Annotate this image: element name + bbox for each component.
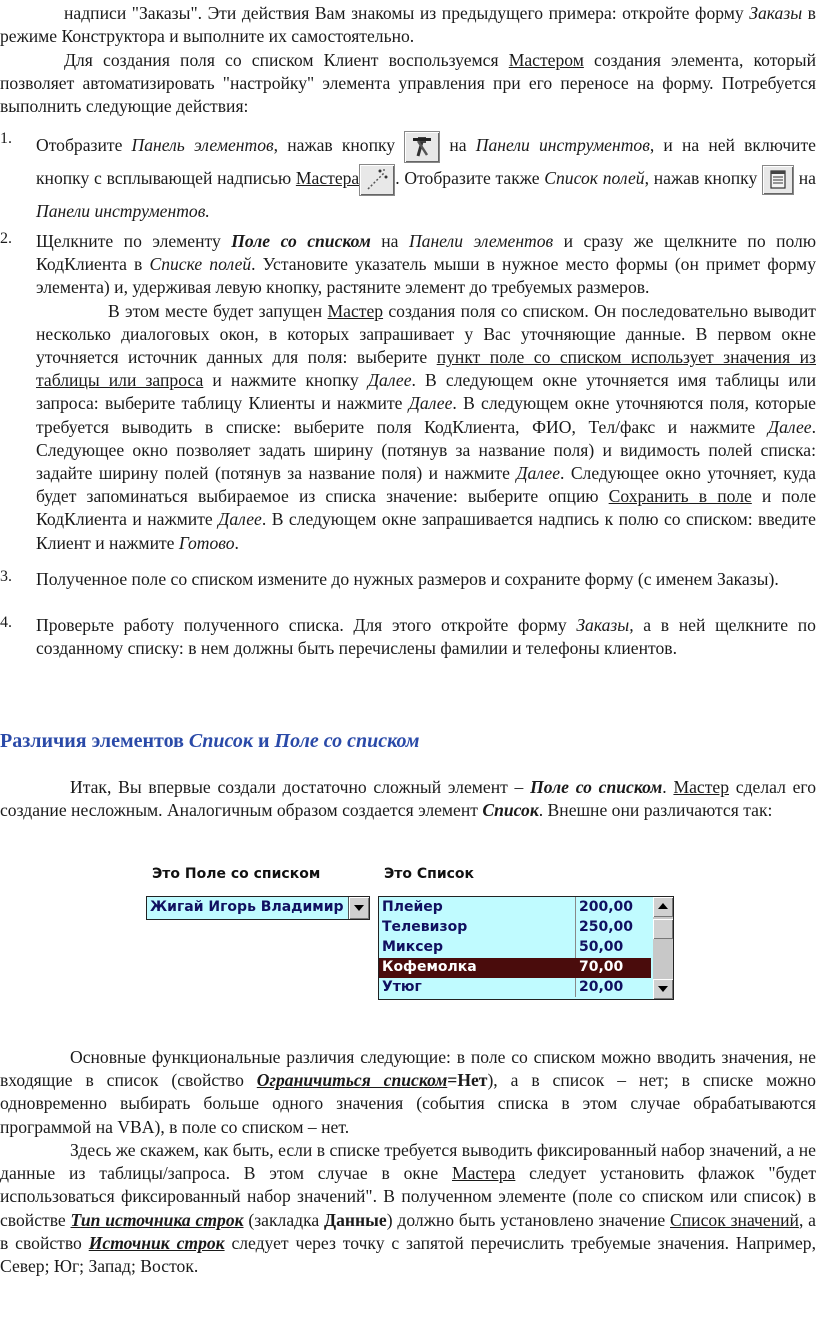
italic-text: Заказы <box>749 3 803 23</box>
list-row[interactable] <box>379 938 651 958</box>
row-price: 70,00 <box>579 959 624 975</box>
underlined-text: Мастера <box>295 167 360 188</box>
text: . <box>662 777 674 797</box>
bold-italic-text: Поле со списком <box>231 231 371 251</box>
bold-italic-text: Список <box>482 800 539 821</box>
text: . В следующем окне запрашивается надпись к полю со списком: введите Клиент и нажмите <box>36 509 816 553</box>
italic-text: Заказы, <box>576 615 634 635</box>
underlined-text: пункт поле со списком использует значения из таблицы или запроса <box>36 347 816 391</box>
list-item-4 <box>0 614 816 660</box>
text: и поле КодКлиента и нажмите <box>36 486 816 530</box>
text: и сразу же щелкните по полю КодКлиента в <box>36 231 816 275</box>
text: . Следующее окно уточняет, куда будет запоминаться выбираемое из списка значение: выберите опцию <box>36 463 816 507</box>
row-name: Телевизор <box>382 919 468 935</box>
field-list-icon[interactable] <box>762 165 794 195</box>
italic-text: Готово <box>178 532 235 553</box>
text: Проверьте работу полученного списка. Для этого откройте форму <box>36 615 577 635</box>
italic-text: Списке полей <box>149 254 252 275</box>
property-name: Источник строк <box>88 1232 225 1253</box>
underlined-text: Сохранить в поле <box>608 486 752 507</box>
underlined-text: Список значений <box>670 1209 799 1230</box>
text: следует установить флажок "будет использоваться фиксированный набор значений". В полученном элементе (поле со списком или список) в свойстве <box>0 1163 816 1230</box>
text: В этом месте будет запущен <box>108 300 328 321</box>
wizard-icon[interactable] <box>359 164 395 196</box>
text: . Следующее окно позволяет задать ширину (потянув за название поля) и видимость полей списка: задайте ширину полей (потянув за название поля) и нажмите <box>36 416 816 484</box>
list-item-3 <box>0 568 816 591</box>
bold-italic-text: Поле со списком <box>530 777 663 797</box>
list-box[interactable] <box>378 896 674 1000</box>
row-price: 50,00 <box>579 939 624 955</box>
text: ) должно быть установлено значение <box>386 1209 671 1230</box>
list-item-1 <box>0 130 816 226</box>
item-number: 2. <box>0 230 12 247</box>
list-caption: Это Список <box>384 866 475 882</box>
text: . Отобразите также <box>395 167 545 188</box>
underlined-text: Мастера <box>451 1163 516 1184</box>
text: , и на ней включите кнопку с всплывающей надписью <box>36 135 816 188</box>
text: , нажав кнопку <box>644 167 763 188</box>
list-row[interactable] <box>379 918 651 938</box>
list-item-2 <box>0 230 816 555</box>
heading-italic: Поле со списком <box>274 730 420 752</box>
row-price: 200,00 <box>579 899 634 915</box>
combo-box[interactable] <box>146 896 370 920</box>
text: в режиме Конструктора и выполните их самостоятельно. <box>0 3 816 47</box>
text: на <box>370 231 409 251</box>
property-name: Тип источника строк <box>70 1209 244 1230</box>
text: Щелкните по элементу <box>36 231 232 251</box>
italic-text: Список полей <box>544 167 645 188</box>
heading-text: и <box>253 730 275 752</box>
section-heading <box>0 728 419 754</box>
italic-text: Далее <box>218 509 262 530</box>
scroll-up-icon[interactable] <box>653 897 673 917</box>
italic-text: Далее <box>367 370 412 391</box>
bold-text: Данные <box>324 1209 387 1230</box>
heading-text: Различия элементов <box>0 730 189 752</box>
item-number: 1. <box>0 130 12 147</box>
text: на <box>440 135 476 155</box>
text: Здесь же скажем, как быть, если в списке требуется выводить фиксированный набор значений, а не данные из таблицы/запроса. В этом случае в окне <box>0 1140 816 1184</box>
text: ), а в список – нет; в списке можно одновременно выбирать больше одного значения (события списка в этом случае обрабатываются программой на VBA), в поле со списком – нет. <box>0 1070 816 1137</box>
text: Основные функциональные различия следующие: в поле со списком можно вводить значения, не входящие в список (свойство <box>0 1047 816 1091</box>
paragraph-comparison <box>0 776 816 822</box>
underlined-text: Мастер <box>673 777 729 797</box>
text: . В следующем окне уточняются поля, которые требуется выводить в списке: выберите поля КодКлиента, ФИО, Тел/факс и нажмите <box>36 393 816 437</box>
text: (закладка <box>243 1209 324 1230</box>
heading-italic: Список <box>188 730 253 752</box>
text: Итак, Вы впервые создали достаточно сложный элемент – <box>70 777 531 797</box>
italic-text: Панель элементов <box>131 135 274 155</box>
bold-text: Нет <box>457 1070 488 1091</box>
item-number: 3. <box>0 568 12 585</box>
text: надписи "Заказы". Эти действия Вам знакомы из предыдущего примера: откройте форму <box>64 3 750 23</box>
text: Отобразите <box>36 135 132 155</box>
row-name: Утюг <box>382 979 422 995</box>
text: . Установите указатель мыши в нужное место формы (он примет форму элемента) и, удерживая левую кнопку, растяните элемент до требуемых размеров. <box>36 254 816 298</box>
list-row[interactable] <box>379 898 651 918</box>
paragraph-differences <box>0 1046 816 1139</box>
item-number: 4. <box>0 614 12 631</box>
text: , а в свойство <box>0 1209 816 1253</box>
text: на <box>794 167 816 188</box>
dropdown-arrow-icon[interactable] <box>348 897 369 919</box>
text: . <box>234 532 239 553</box>
paragraph-intro <box>0 2 816 48</box>
italic-text: Далее <box>767 416 812 437</box>
property-name: Ограничиться списком <box>256 1070 448 1091</box>
text: следует через точку с запятой перечислить требуемые значения. Например, Север; Юг; Запад; Восток. <box>0 1232 816 1277</box>
combo-value: Жигай Игорь Владимир <box>150 899 344 915</box>
text: сделал его создание несложным. Аналогичным образом создается элемент <box>0 777 816 821</box>
list-row[interactable] <box>379 978 651 998</box>
text: а в ней щелкните по созданному списку: в нем должны быть перечислены фамилии и телефоны клиентов. <box>36 615 816 659</box>
text: , нажав кнопку <box>273 135 405 155</box>
scroll-thumb[interactable] <box>653 919 673 939</box>
combo-caption: Это Поле со списком <box>152 866 321 882</box>
underlined-text: Мастером <box>508 50 584 70</box>
row-name: Миксер <box>382 939 444 955</box>
text: . Внешне они различаются так: <box>538 800 773 821</box>
comparison-figure <box>0 860 816 1010</box>
paragraph-wizard <box>0 49 816 119</box>
text: = <box>447 1070 458 1091</box>
text: Для создания поля со списком Клиент воспользуемся <box>64 50 509 70</box>
italic-text: Панели инструментов <box>475 135 650 155</box>
italic-text: Панели инструментов. <box>36 200 210 221</box>
row-name: Плейер <box>382 899 443 915</box>
row-name: Кофемолка <box>382 959 477 975</box>
text: создания поля со списком. Он последовательно выводит несколько диалоговых окон, в которых запрашивает у Вас уточняющие данные. В первом окне уточняется источник данных для поля: выберите <box>36 300 816 368</box>
italic-text: Панели элементов <box>408 231 554 251</box>
toolbox-icon[interactable] <box>404 131 440 163</box>
list-row-selected[interactable] <box>379 958 651 978</box>
row-price: 250,00 <box>579 919 634 935</box>
italic-text: Далее <box>516 463 561 484</box>
scrollbar[interactable] <box>653 897 673 999</box>
text: создания элемента, который позволяет автоматизировать "настройку" элемента управления при его переносе на форму. Потребуется выполнить следующие действия: <box>0 50 816 117</box>
text: . В следующем окне уточняется имя таблицы или запроса: выберите таблицу Клиенты и нажмите <box>36 370 816 414</box>
row-price: 20,00 <box>579 979 624 995</box>
text: и нажмите кнопку <box>203 370 368 391</box>
italic-text: Далее <box>408 393 453 414</box>
scroll-down-icon[interactable] <box>653 979 673 999</box>
underlined-text: Мастер <box>327 300 384 321</box>
paragraph-fixed-values <box>0 1139 816 1278</box>
text: Полученное поле со списком измените до нужных размеров и сохраните форму (с именем Заказы). <box>36 569 779 589</box>
